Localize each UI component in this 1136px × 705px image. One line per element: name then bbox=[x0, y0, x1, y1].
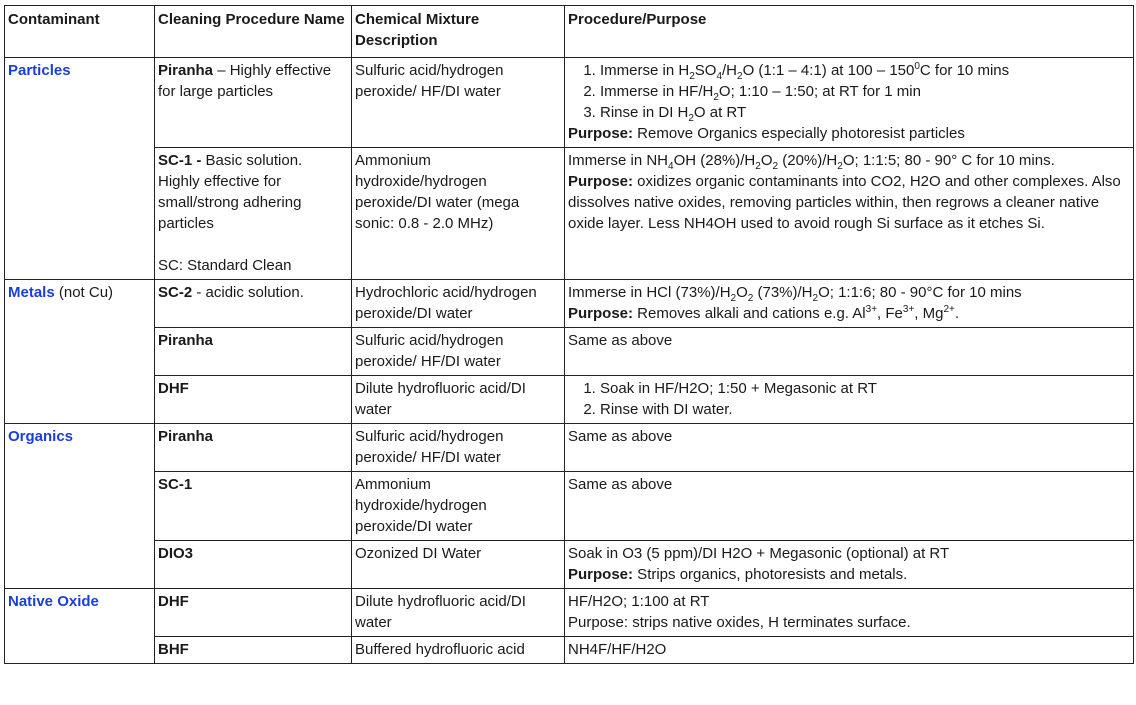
procedure-cell: Same as above bbox=[565, 328, 1134, 376]
procedure-cell bbox=[565, 58, 1134, 148]
procedure-cell bbox=[565, 589, 1134, 637]
contaminant-organics: Organics bbox=[8, 428, 74, 445]
header-procedure-name: Cleaning Procedure Name bbox=[155, 6, 352, 58]
procedure-name-cell bbox=[155, 328, 352, 376]
procedure-line: Immerse in HCl $(73\%)/H_2O_2$ $(73\%)/H_2O$; 1:1:6; 80 - 90°C for 10 mins bbox=[568, 284, 1022, 304]
procedure-name-cell bbox=[155, 637, 352, 664]
procedure-steps bbox=[568, 60, 1130, 123]
contaminant-note: (not Cu) bbox=[54, 284, 114, 301]
procedure-line: HF/H2O; 1:100 at RT bbox=[568, 593, 710, 610]
chemical-cell: Sulfuric acid/hydrogen peroxide/ HF/DI water bbox=[352, 58, 565, 148]
table-row bbox=[5, 376, 1134, 424]
procedure-name-cell bbox=[155, 541, 352, 589]
procedure-cell: Same as above bbox=[565, 472, 1134, 541]
purpose-line: Purpose: oxidizes organic contaminants into CO2, H2O and other complexes. Also dissolves native oxides, removing particles within, then regrows a cleaner native oxide layer. Less NH4OH used to avoid rough Si surface as it etches Si. bbox=[568, 173, 1121, 232]
procedure-name: DHF bbox=[158, 380, 189, 397]
header-procedure-purpose: Procedure/Purpose bbox=[565, 6, 1134, 58]
table-row bbox=[5, 58, 1134, 148]
contaminant-cell bbox=[5, 589, 155, 664]
header-contaminant: Contaminant bbox=[5, 6, 155, 58]
cleaning-procedures-table bbox=[4, 5, 1134, 664]
contaminant-cell bbox=[5, 58, 155, 280]
procedure-desc: - acidic solution. bbox=[192, 284, 304, 301]
step-item: 2. Immerse in $HF/H_2O$; 1:10 – 1:50; at RT for 1 min bbox=[600, 81, 1130, 102]
table-row bbox=[5, 328, 1134, 376]
table-row bbox=[5, 472, 1134, 541]
chemical-cell: Dilute hydrofluoric acid/DI water bbox=[352, 589, 565, 637]
procedure-name: SC-1 bbox=[158, 476, 193, 493]
chemical-cell: Hydrochloric acid/hydrogen peroxide/DI water bbox=[352, 280, 565, 328]
procedure-cell bbox=[565, 148, 1134, 280]
table-row bbox=[5, 424, 1134, 472]
chemical-cell: Ozonized DI Water bbox=[352, 541, 565, 589]
step-item: 1. Immerse in $H_2SO_4/H_2O$ (1:1 – 4:1) at $100 - 150^0C$ for 10 mins bbox=[600, 60, 1130, 81]
contaminant-native-oxide: Native Oxide bbox=[8, 593, 99, 610]
table-row bbox=[5, 637, 1134, 664]
contaminant-cell bbox=[5, 280, 155, 424]
procedure-name: DIO3 bbox=[158, 545, 194, 562]
procedure-line: Immerse in $NH_4OH$ $(28\%)/H_2O_2$ $(20\%)/H_2O$; 1:1:5; 80 - 90° C for 10 mins. bbox=[568, 152, 1055, 172]
table-row bbox=[5, 541, 1134, 589]
procedure-desc: – Highly effective for large particles bbox=[158, 62, 332, 100]
procedure-note: SC: Standard Clean bbox=[158, 257, 292, 274]
procedure-cell bbox=[565, 280, 1134, 328]
procedure-cell: NH4F/HF/H2O bbox=[565, 637, 1134, 664]
procedure-name: SC-2 bbox=[158, 284, 193, 301]
table-row bbox=[5, 280, 1134, 328]
table-row bbox=[5, 148, 1134, 280]
chemical-cell: Ammonium hydroxide/hydrogen peroxide/DI water (mega sonic: 0.8 - 2.0 MHz) bbox=[352, 148, 565, 280]
procedure-line: Soak in O3 (5 ppm)/DI H2O + Megasonic (optional) at RT bbox=[568, 545, 950, 562]
procedure-name-cell bbox=[155, 148, 352, 280]
purpose-line: Purpose: Removes alkali and cations e.g. $Al^{3+}$, $Fe^{3+}$, $Mg^{2+}$. bbox=[568, 304, 960, 322]
header-chemical-mixture: Chemical Mixture Description bbox=[352, 6, 565, 58]
step-item: 2. Rinse with DI water. bbox=[600, 399, 1130, 420]
procedure-cell bbox=[565, 376, 1134, 424]
chemical-cell: Ammonium hydroxide/hydrogen peroxide/DI water bbox=[352, 472, 565, 541]
chemical-cell: Sulfuric acid/hydrogen peroxide/ HF/DI water bbox=[352, 424, 565, 472]
procedure-name-cell bbox=[155, 376, 352, 424]
table-row bbox=[5, 589, 1134, 637]
procedure-steps bbox=[568, 378, 1130, 420]
purpose-line: Purpose: Remove Organics especially photoresist particles bbox=[568, 125, 965, 142]
procedure-name: BHF bbox=[158, 641, 189, 658]
contaminant-metals: Metals bbox=[8, 284, 55, 301]
chemical-cell: Dilute hydrofluoric acid/DI water bbox=[352, 376, 565, 424]
procedure-name: Piranha bbox=[158, 428, 214, 445]
procedure-name-cell bbox=[155, 589, 352, 637]
purpose-line: Purpose: strips native oxides, H terminates surface. bbox=[568, 614, 911, 631]
contaminant-particles: Particles bbox=[8, 62, 71, 79]
contaminant-cell bbox=[5, 424, 155, 589]
purpose-line: Purpose: Strips organics, photoresists and metals. bbox=[568, 566, 908, 583]
chemical-cell: Sulfuric acid/hydrogen peroxide/ HF/DI water bbox=[352, 328, 565, 376]
step-item: 1. Soak in HF/H2O; 1:50 + Megasonic at RT bbox=[600, 378, 1130, 399]
procedure-name: DHF bbox=[158, 593, 189, 610]
procedure-name-cell bbox=[155, 472, 352, 541]
procedure-name: Piranha bbox=[158, 62, 214, 79]
procedure-name: Piranha bbox=[158, 332, 214, 349]
chemical-cell: Buffered hydrofluoric acid bbox=[352, 637, 565, 664]
procedure-name-cell bbox=[155, 424, 352, 472]
procedure-cell bbox=[565, 541, 1134, 589]
procedure-name-cell bbox=[155, 58, 352, 148]
procedure-name-cell bbox=[155, 280, 352, 328]
step-item: 3. Rinse in DI $H_2O$ at RT bbox=[600, 102, 1130, 123]
procedure-name: SC-1 - bbox=[158, 152, 202, 169]
procedure-desc: Basic solution. Highly effective for small/strong adhering particles bbox=[158, 152, 303, 232]
header-row bbox=[5, 6, 1134, 58]
procedure-cell: Same as above bbox=[565, 424, 1134, 472]
